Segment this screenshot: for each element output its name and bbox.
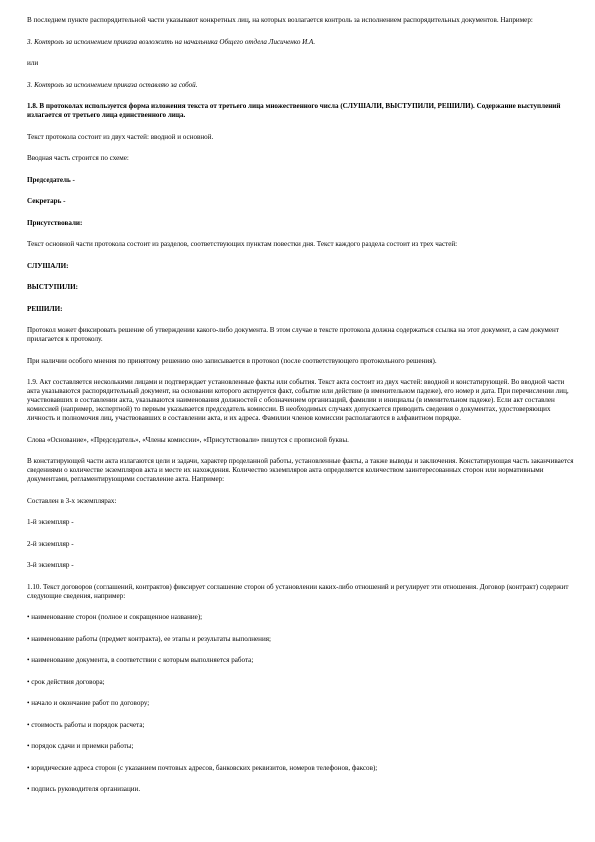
label-spoke: ВЫСТУПИЛИ: (27, 283, 78, 291)
list-item-work-name: • наименование работы (предмет контракта), ее этапы и результаты выполнения; (27, 634, 271, 643)
section-1-8: 1.8. В протоколах используется форма изложения текста от третьего лица множественного числа (СЛУШАЛИ, ВЫСТУПИЛИ, РЕШИЛИ). Содержание выступлений излагается от третьего лица единственного лица. (27, 102, 561, 119)
list-item-parties: • наименование сторон (полное и сокращенное название); (27, 613, 203, 621)
copy-2: 2-й экземпляр - (27, 539, 74, 548)
statement-part: В констатирующей части акта излагаются цели и задачи, характер проделанной работы, установленные факты, а также выводы и заключения. Констатирующая часть заканчивается сведениями о количестве экземпляров акта и месте их нахождения. Количество экземпляров акта определяется количеством заинтересованных сторон или нормативными документами, регламентирующими составление акта. Например: (27, 457, 574, 483)
copy-3: 3-й экземпляр - (27, 561, 74, 569)
list-item-acceptance: • порядок сдачи и приемки работы; (27, 742, 134, 750)
label-heard: СЛУШАЛИ: (27, 261, 69, 270)
capitalized-words: Слова «Основание», «Председатель», «Члены комиссии», «Присутствовали» пишутся с прописной буквы. (27, 435, 349, 444)
protocol-approval: Протокол может фиксировать решение об утверждении какого-либо документа. В этом случае в тексте протокола должна содержаться ссылка на этот документ, а сам документ прилагается к протоколу. (27, 326, 559, 343)
protocol-parts: Текст протокола состоит из двух частей: вводной и основной. (27, 132, 214, 141)
list-item-signature: • подпись руководителя организации. (27, 785, 141, 793)
copy-1: 1-й экземпляр - (27, 518, 74, 526)
document-page (27, 16, 575, 794)
conjunction-or: или (27, 59, 39, 67)
section-1-10: 1.10. Текст договоров (соглашений, контрактов) фиксирует соглашение сторон об установлении каких-либо отношений и регулирует эти отношения. Договор (контракт) содержит следующие сведения, например: (27, 582, 569, 600)
copies-made: Составлен в 3-х экземплярах: (27, 496, 117, 505)
list-item-document-name: • наименование документа, в соответствии с которым выполняется работа; (27, 656, 254, 664)
section-1-9: 1.9. Акт составляется несколькими лицами и подтверждает установленные факты или события. Текст акта состоит из двух частей: вводной и констатирующей. Во вводной части акта указываются распорядительный документ, на основании которого актируется факт, событие или действие (в именительном падеже), его номер и дата. При перечислении лиц, участвовавших в составлении акта, указываются наименования должностей с обозначением организаций, фамилии и инициалы (в именительном падеже). Если акт составлен комиссией (например, экспертной) то первым указывается председатель комиссии. В необходимых случаях допускается приводить сведения о документах, удостоверяющих личность и полномочия лиц, участвовавших в составлении акта, и их адреса. Фамилии членов комиссии располагаются в алфавитном порядке. (27, 378, 569, 422)
list-item-start-end: • начало и окончание работ по договору; (27, 699, 150, 707)
label-attendees: Присутствовали: (27, 218, 83, 227)
list-item-term: • срок действия договора; (27, 677, 105, 686)
label-chairman: Председатель - (27, 175, 75, 184)
intro-scheme: Вводная часть строится по схеме: (27, 154, 129, 162)
example-control-2: 3. Контроль за исполнением приказа оставляю за собой. (27, 80, 198, 89)
label-decided: РЕШИЛИ: (27, 304, 63, 313)
special-opinion: При наличии особого мнения по принятому решению оно записывается в протокол (после соответствующего протокольного решения). (27, 356, 437, 365)
example-control-1: 3. Контроль за исполнением приказа возложить на начальника Общего отдела Лисиченко И.А. (27, 37, 316, 46)
paragraph-control-intro: В последнем пункте распорядительной части указывают конкретных лиц, на которых возлагается контроль за исполнением распорядительных документов. Например: (27, 16, 533, 24)
label-secretary: Секретарь - (27, 197, 66, 205)
main-part-description: Текст основной части протокола состоит из разделов, соответствующих пунктам повестки дня. Текст каждого раздела состоит из трех частей: (27, 240, 458, 248)
list-item-cost: • стоимость работы и порядок расчета; (27, 720, 145, 729)
list-item-addresses: • юридические адреса сторон (с указанием почтовых адресов, банковских реквизитов, номеров телефонов, факсов); (27, 763, 378, 772)
